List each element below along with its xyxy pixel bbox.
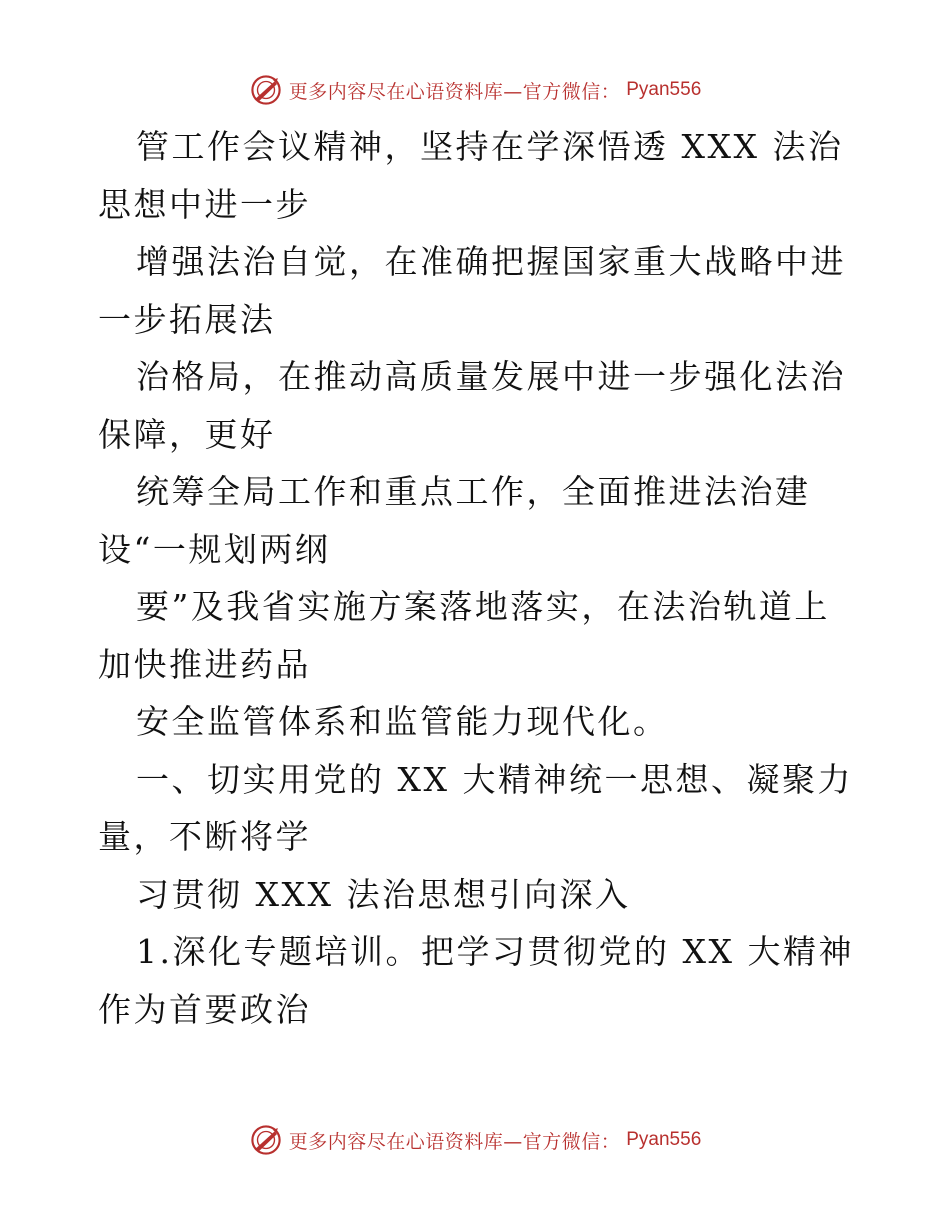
footer-watermark <box>0 1120 950 1160</box>
brand-logo-icon <box>249 73 283 107</box>
paragraph: 增强法治自觉，在准确把握国家重大战略中进一步拓展法 <box>98 242 846 339</box>
brand-logo-icon <box>249 1123 283 1157</box>
document-body <box>98 118 858 1038</box>
section-heading-continued: 习贯彻 XXX 法治思想引向深入 <box>136 874 631 914</box>
watermark-text: 更多内容尽在心语资料库—官方微信： <box>288 80 621 103</box>
paragraph: 统筹全局工作和重点工作，全面推进法治建设“一规划两纲 <box>98 472 811 569</box>
paragraph: 管工作会议精神，坚持在学深悟透 XXX 法治思想中进一步 <box>98 127 844 224</box>
section-heading: 一、切实用党的 XX 大精神统一思想、凝聚力量，不断将学 <box>98 759 853 856</box>
paragraph: 要”及我省实施方案落地落实，在法治轨道上加快推进药品 <box>98 587 830 684</box>
paragraph: 治格局，在推动高质量发展中进一步强化法治保障，更好 <box>98 357 846 454</box>
watermark-wechat-handle: Pyan556 <box>626 1129 702 1150</box>
header-watermark <box>0 70 950 110</box>
paragraph: 安全监管体系和监管能力现代化。 <box>136 702 669 741</box>
watermark-wechat-handle: Pyan556 <box>626 79 702 100</box>
watermark-text: 更多内容尽在心语资料库—官方微信： <box>288 1130 621 1153</box>
numbered-item: 1.深化专题培训。把学习贯彻党的 XX 大精神作为首要政治 <box>98 932 854 1029</box>
